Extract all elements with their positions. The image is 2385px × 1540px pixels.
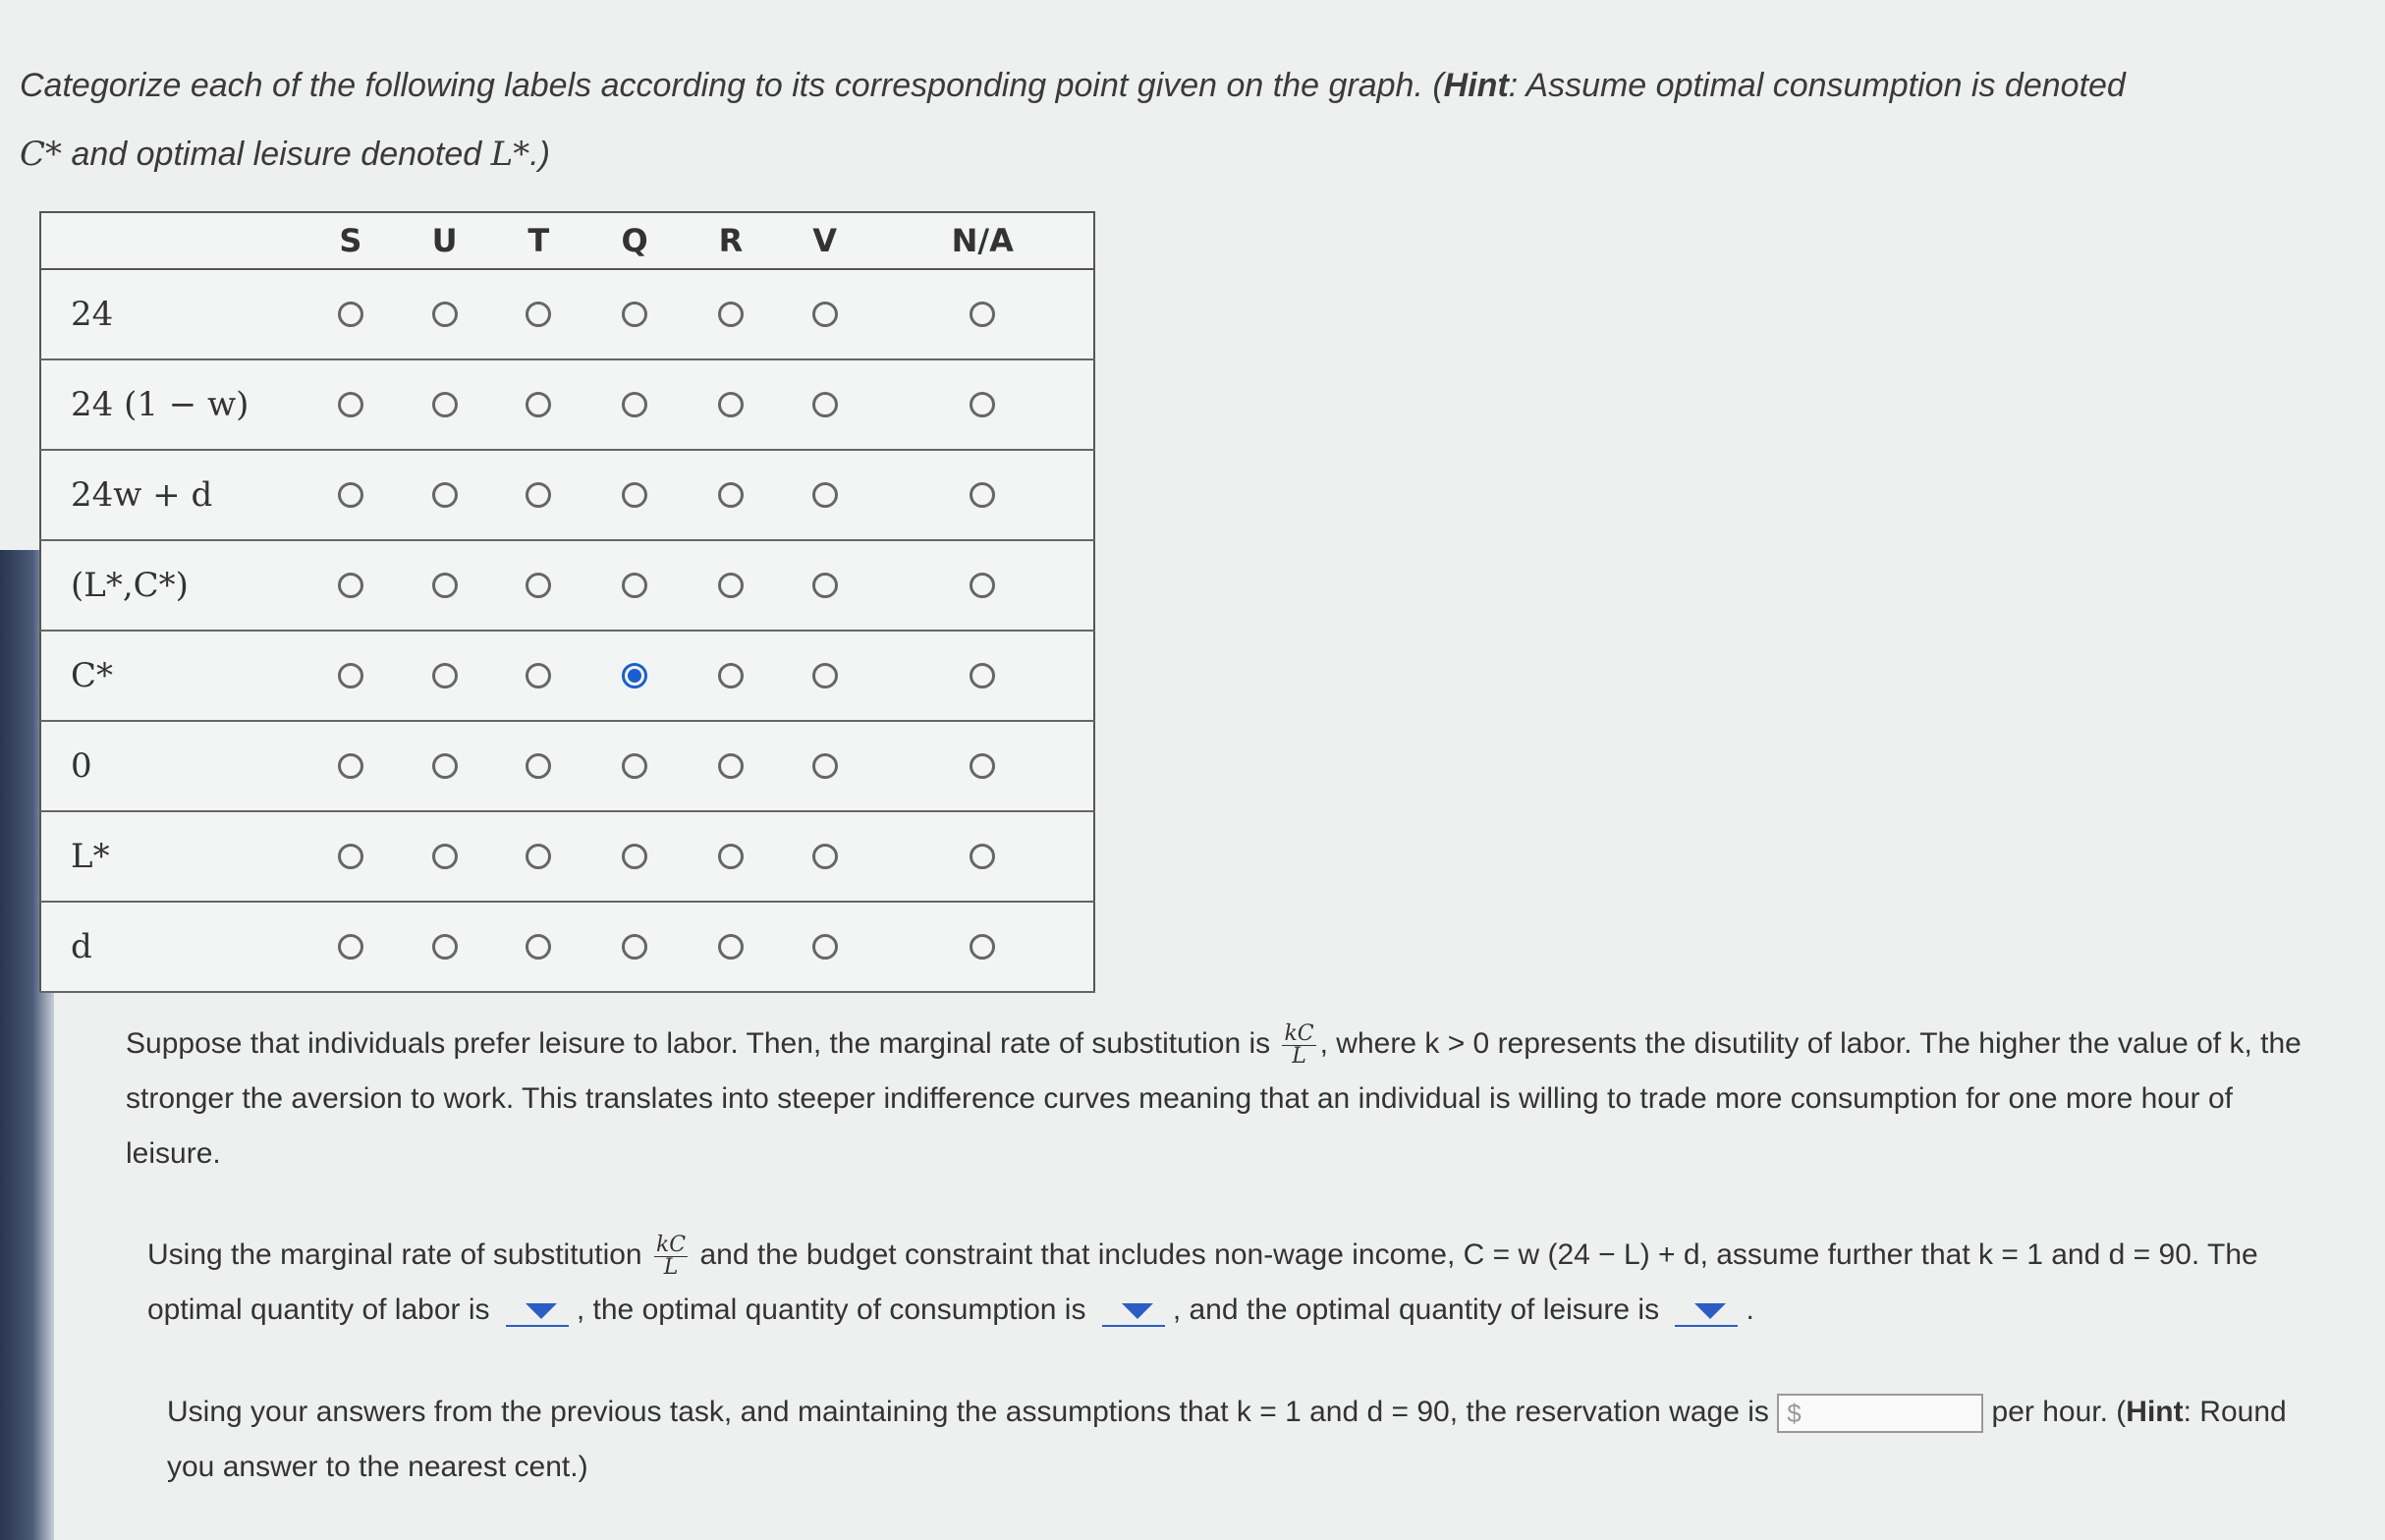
radio-button[interactable] bbox=[338, 844, 363, 869]
table-corner bbox=[40, 212, 304, 269]
instructions-suffix: .) bbox=[529, 136, 550, 173]
radio-button[interactable] bbox=[718, 482, 744, 508]
radio-button[interactable] bbox=[718, 844, 744, 869]
radio-button[interactable] bbox=[718, 573, 744, 598]
column-header-s: S bbox=[304, 212, 398, 269]
radio-cell bbox=[585, 811, 684, 902]
radio-button[interactable] bbox=[622, 934, 647, 960]
radio-cell bbox=[398, 269, 492, 359]
radio-button[interactable] bbox=[622, 753, 647, 779]
radio-cell bbox=[398, 631, 492, 721]
radio-cell bbox=[778, 269, 872, 359]
radio-cell bbox=[491, 359, 585, 450]
fraction-denominator: L bbox=[1292, 1043, 1306, 1069]
row-label: d bbox=[40, 902, 304, 992]
mrs-fraction-2 bbox=[654, 1232, 688, 1280]
radio-cell bbox=[585, 721, 684, 811]
radio-button[interactable] bbox=[812, 753, 838, 779]
table-row bbox=[40, 902, 1094, 992]
reservation-wage-input[interactable]: $ bbox=[1777, 1394, 1983, 1433]
radio-cell bbox=[491, 721, 585, 811]
row-label: L* bbox=[40, 811, 304, 902]
radio-cell bbox=[398, 450, 492, 540]
column-header-v: V bbox=[778, 212, 872, 269]
instructions-and: and optimal leisure denoted bbox=[62, 136, 491, 173]
radio-cell bbox=[304, 631, 398, 721]
reservation-wage-paragraph bbox=[167, 1385, 2308, 1495]
column-header-u: U bbox=[398, 212, 492, 269]
radio-button[interactable] bbox=[970, 663, 995, 688]
radio-cell bbox=[304, 269, 398, 359]
radio-cell bbox=[585, 902, 684, 992]
instructions bbox=[20, 51, 2338, 189]
row-label: 0 bbox=[40, 721, 304, 811]
l-star-symbol: L* bbox=[490, 135, 530, 174]
radio-cell bbox=[778, 359, 872, 450]
radio-cell bbox=[684, 269, 778, 359]
table-row bbox=[40, 450, 1094, 540]
column-header-r: R bbox=[684, 212, 778, 269]
paragraph3-text-c: : Round you answer to the nearest cent.) bbox=[167, 1396, 2287, 1483]
radio-cell bbox=[778, 721, 872, 811]
table-row bbox=[40, 540, 1094, 631]
radio-button[interactable] bbox=[622, 482, 647, 508]
radio-button[interactable] bbox=[338, 753, 363, 779]
radio-cell bbox=[304, 359, 398, 450]
radio-cell bbox=[778, 450, 872, 540]
radio-cell bbox=[872, 721, 1094, 811]
radio-button[interactable] bbox=[970, 753, 995, 779]
radio-cell bbox=[304, 721, 398, 811]
radio-button[interactable] bbox=[622, 844, 647, 869]
radio-cell bbox=[304, 902, 398, 992]
radio-button[interactable] bbox=[812, 392, 838, 417]
paragraph2-text-c: , the optimal quantity of consumption is bbox=[576, 1293, 1094, 1326]
table-header-row bbox=[40, 212, 1094, 269]
chevron-down-icon bbox=[526, 1303, 557, 1319]
radio-cell bbox=[491, 450, 585, 540]
table-row bbox=[40, 269, 1094, 359]
radio-cell bbox=[872, 450, 1094, 540]
radio-button[interactable] bbox=[526, 302, 551, 327]
radio-button[interactable] bbox=[432, 934, 458, 960]
radio-button[interactable] bbox=[812, 844, 838, 869]
radio-button[interactable] bbox=[970, 302, 995, 327]
radio-button[interactable] bbox=[338, 934, 363, 960]
row-label: 24 (1 − w) bbox=[40, 359, 304, 450]
radio-cell bbox=[491, 631, 585, 721]
radio-button[interactable] bbox=[812, 934, 838, 960]
radio-button[interactable] bbox=[526, 482, 551, 508]
radio-cell bbox=[872, 811, 1094, 902]
radio-button[interactable] bbox=[526, 844, 551, 869]
radio-button[interactable] bbox=[338, 302, 363, 327]
fraction-denominator: L bbox=[663, 1254, 679, 1280]
radio-cell bbox=[872, 269, 1094, 359]
fraction-numerator: kC bbox=[1284, 1020, 1314, 1046]
c-star-symbol: C* bbox=[20, 135, 63, 174]
table-row bbox=[40, 811, 1094, 902]
radio-button[interactable] bbox=[526, 392, 551, 417]
radio-button[interactable] bbox=[718, 392, 744, 417]
radio-cell bbox=[684, 540, 778, 631]
radio-button[interactable] bbox=[338, 482, 363, 508]
radio-button[interactable] bbox=[432, 482, 458, 508]
radio-button[interactable] bbox=[622, 663, 647, 688]
radio-button[interactable] bbox=[338, 663, 363, 688]
paragraph2-text-a: Using the marginal rate of substitution bbox=[147, 1238, 650, 1271]
radio-button[interactable] bbox=[812, 573, 838, 598]
row-label: C* bbox=[40, 631, 304, 721]
radio-cell bbox=[778, 902, 872, 992]
column-header-q: Q bbox=[585, 212, 684, 269]
radio-cell bbox=[585, 269, 684, 359]
radio-cell bbox=[684, 450, 778, 540]
paragraph3-text-b: per hour. ( bbox=[1983, 1396, 2127, 1428]
row-label: (L*,C*) bbox=[40, 540, 304, 631]
table-body bbox=[40, 269, 1094, 992]
radio-button[interactable] bbox=[526, 663, 551, 688]
radio-button[interactable] bbox=[970, 482, 995, 508]
categorize-table bbox=[39, 211, 1095, 993]
radio-cell bbox=[872, 359, 1094, 450]
radio-cell bbox=[491, 269, 585, 359]
mrs-paragraph bbox=[126, 1017, 2306, 1182]
radio-cell bbox=[491, 540, 585, 631]
radio-cell bbox=[585, 631, 684, 721]
leisure-quantity-dropdown[interactable] bbox=[1675, 1295, 1738, 1327]
instructions-middle: : Assume optimal consumption is denoted bbox=[1508, 67, 2126, 104]
radio-button[interactable] bbox=[622, 302, 647, 327]
radio-button[interactable] bbox=[812, 663, 838, 688]
hint-label: Hint bbox=[1443, 67, 1509, 104]
radio-button[interactable] bbox=[526, 573, 551, 598]
paragraph3-text-a: Using your answers from the previous task, and maintaining the assumptions that k = 1 and d = 90, the reservation wage is bbox=[167, 1396, 1778, 1428]
radio-button[interactable] bbox=[718, 934, 744, 960]
radio-cell bbox=[585, 450, 684, 540]
paragraph1-text-a: Suppose that individuals prefer leisure to labor. Then, the marginal rate of substitution is bbox=[126, 1027, 1279, 1060]
radio-cell bbox=[778, 631, 872, 721]
table-row bbox=[40, 721, 1094, 811]
radio-button[interactable] bbox=[432, 302, 458, 327]
radio-cell bbox=[585, 359, 684, 450]
paragraph1-text-b: , where k > 0 represents the disutility of labor. The higher the value of k, the stronger the aversion to work. This translates into steeper indifference curves meaning that an individual is willing to trade more consumption for one more hour of leisure. bbox=[126, 1027, 2302, 1170]
radio-button[interactable] bbox=[338, 573, 363, 598]
row-label: 24w + d bbox=[40, 450, 304, 540]
row-label: 24 bbox=[40, 269, 304, 359]
optimal-quantities-paragraph bbox=[147, 1228, 2308, 1338]
instructions-prefix: Categorize each of the following labels according to its corresponding point given on the graph. ( bbox=[20, 67, 1444, 104]
radio-cell bbox=[585, 540, 684, 631]
chevron-down-icon bbox=[1694, 1303, 1726, 1319]
radio-cell bbox=[684, 721, 778, 811]
radio-cell bbox=[398, 902, 492, 992]
column-header-na: N/A bbox=[872, 212, 1094, 269]
radio-cell bbox=[398, 359, 492, 450]
radio-button[interactable] bbox=[526, 753, 551, 779]
paragraph2-text-e: . bbox=[1746, 1293, 1754, 1326]
hint-label: Hint bbox=[2126, 1396, 2184, 1428]
radio-button[interactable] bbox=[718, 302, 744, 327]
radio-cell bbox=[872, 631, 1094, 721]
table-row bbox=[40, 359, 1094, 450]
fraction-numerator: kC bbox=[655, 1232, 687, 1257]
radio-cell bbox=[872, 902, 1094, 992]
radio-button[interactable] bbox=[432, 663, 458, 688]
radio-button[interactable] bbox=[970, 844, 995, 869]
radio-cell bbox=[304, 450, 398, 540]
radio-cell bbox=[778, 540, 872, 631]
radio-cell bbox=[778, 811, 872, 902]
radio-button[interactable] bbox=[970, 392, 995, 417]
radio-cell bbox=[684, 359, 778, 450]
radio-cell bbox=[684, 811, 778, 902]
radio-cell bbox=[398, 721, 492, 811]
chevron-down-icon bbox=[1122, 1303, 1153, 1319]
consumption-quantity-dropdown[interactable] bbox=[1102, 1295, 1165, 1327]
table-row bbox=[40, 631, 1094, 721]
radio-button[interactable] bbox=[338, 392, 363, 417]
paragraph2-text-b: and the budget constraint that includes non-wage income, C = w (24 − L) + d, assume further that k = 1 and d = 90. The optimal quantity of labor is bbox=[147, 1238, 2258, 1326]
mrs-fraction bbox=[1282, 1020, 1315, 1069]
radio-button[interactable] bbox=[526, 934, 551, 960]
radio-button[interactable] bbox=[718, 753, 744, 779]
radio-cell bbox=[304, 540, 398, 631]
radio-cell bbox=[398, 540, 492, 631]
radio-cell bbox=[304, 811, 398, 902]
radio-cell bbox=[491, 902, 585, 992]
radio-cell bbox=[398, 811, 492, 902]
radio-cell bbox=[491, 811, 585, 902]
radio-cell bbox=[872, 540, 1094, 631]
radio-cell bbox=[684, 631, 778, 721]
paragraph2-text-d: , and the optimal quantity of leisure is bbox=[1172, 1293, 1668, 1326]
radio-button[interactable] bbox=[812, 302, 838, 327]
radio-cell bbox=[684, 902, 778, 992]
radio-button[interactable] bbox=[970, 934, 995, 960]
radio-button[interactable] bbox=[432, 844, 458, 869]
radio-button[interactable] bbox=[718, 663, 744, 688]
radio-button[interactable] bbox=[432, 753, 458, 779]
radio-button[interactable] bbox=[622, 392, 647, 417]
radio-button[interactable] bbox=[432, 573, 458, 598]
column-header-t: T bbox=[491, 212, 585, 269]
radio-button[interactable] bbox=[812, 482, 838, 508]
radio-button[interactable] bbox=[622, 573, 647, 598]
radio-button[interactable] bbox=[432, 392, 458, 417]
labor-quantity-dropdown[interactable] bbox=[506, 1295, 569, 1327]
radio-button[interactable] bbox=[970, 573, 995, 598]
